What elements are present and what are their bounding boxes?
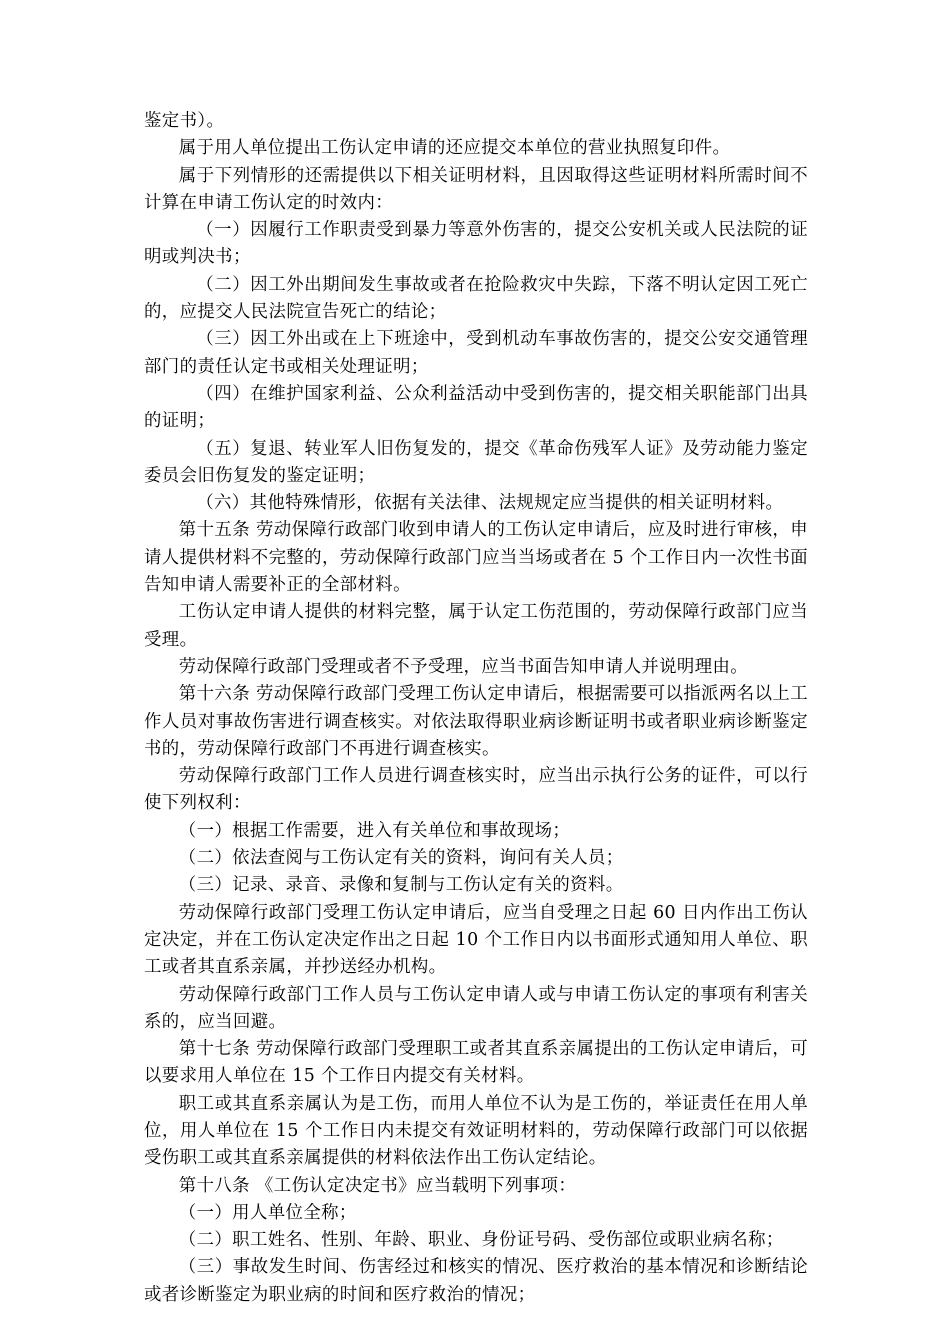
article-18: 第十八条 《工伤认定决定书》应当载明下列事项： <box>178 1175 577 1196</box>
paragraph: 属于用人单位提出工伤认定申请的还应提交本单位的营业执照复印件。 <box>178 138 731 159</box>
paragraph: 劳动保障行政部门工作人员进行调查核实时，应当出示执行公务的证件，可以行使下列权利： <box>144 766 808 814</box>
paragraph: 劳动保障行政部门受理或者不予受理，应当书面告知申请人并说明理由。 <box>178 656 749 677</box>
article-15: 第十五条 劳动保障行政部门收到申请人的工伤认定申请后，应及时进行审核，申请人提供材料不完整的，劳动保障行政部门应当当场或者在 5 个工作日内一次性书面告知申请人需要补正的全部材料。 <box>144 520 808 596</box>
list-item: （三）因工外出或在上下班途中，受到机动车事故伤害的，提交公安交通管理部门的责任认定书或相关处理证明； <box>144 329 808 377</box>
document-body <box>144 108 808 1309</box>
paragraph: 鉴定书）。 <box>144 111 225 131</box>
list-item: （二）职工姓名、性别、年龄、职业、身份证号码、受伤部位或职业病名称； <box>178 1230 784 1251</box>
paragraph: 职工或其直系亲属认为是工伤，而用人单位不认为是工伤的，举证责任在用人单位，用人单位在 15 个工作日内未提交有效证明材料的，劳动保障行政部门可以依据受伤职工或其直系亲属提供的材料依法作出工伤认定结论。 <box>144 1093 808 1169</box>
article-17: 第十七条 劳动保障行政部门受理职工或者其直系亲属提出的工伤认定申请后，可以要求用人单位在 15 个工作日内提交有关材料。 <box>144 1039 808 1087</box>
list-item: （二）依法查阅与工伤认定有关的资料，询问有关人员； <box>178 848 624 869</box>
list-item: （三）记录、录音、录像和复制与工伤认定有关的资料。 <box>178 875 624 896</box>
paragraph: 属于下列情形的还需提供以下相关证明材料，且因取得这些证明材料所需时间不计算在申请工伤认定的时效内： <box>144 165 808 213</box>
list-item: （一）根据工作需要，进入有关单位和事故现场； <box>178 820 571 841</box>
paragraph: 工伤认定申请人提供的材料完整，属于认定工伤范围的，劳动保障行政部门应当受理。 <box>144 602 808 650</box>
paragraph: 劳动保障行政部门工作人员与工伤认定申请人或与申请工伤认定的事项有利害关系的，应当回避。 <box>144 984 808 1032</box>
list-item: （三）事故发生时间、伤害经过和核实的情况、医疗救治的基本情况和诊断结论或者诊断鉴定为职业病的时间和医疗救治的情况； <box>144 1257 808 1305</box>
list-item: （二）因工外出期间发生事故或者在抢险救灾中失踪，下落不明认定因工死亡的，应提交人民法院宣告死亡的结论； <box>144 274 808 323</box>
article-16: 第十六条 劳动保障行政部门受理工伤认定申请后，根据需要可以指派两名以上工作人员对事故伤害进行调查核实。对依法取得职业病诊断证明书或者职业病诊断鉴定书的，劳动保障行政部门不再进行调查核实。 <box>144 684 808 759</box>
list-item: （六）其他特殊情形，依据有关法律、法规规定应当提供的相关证明材料。 <box>196 493 784 514</box>
list-item: （五）复退、转业军人旧伤复发的，提交《革命伤残军人证》及劳动能力鉴定委员会旧伤复发的鉴定证明； <box>144 438 808 486</box>
list-item: （四）在维护国家利益、公众利益活动中受到伤害的，提交相关职能部门出具的证明； <box>144 383 808 432</box>
list-item: （一）用人单位全称； <box>178 1202 357 1223</box>
list-item: （一）因履行工作职责受到暴力等意外伤害的，提交公安机关或人民法院的证明或判决书； <box>144 220 808 268</box>
paragraph: 劳动保障行政部门受理工伤认定申请后，应当自受理之日起 60 日内作出工伤认定决定，并在工伤认定决定作出之日起 10 个工作日内以书面形式通知用人单位、职工或者其直系亲属，并抄送经办机构。 <box>144 902 808 978</box>
